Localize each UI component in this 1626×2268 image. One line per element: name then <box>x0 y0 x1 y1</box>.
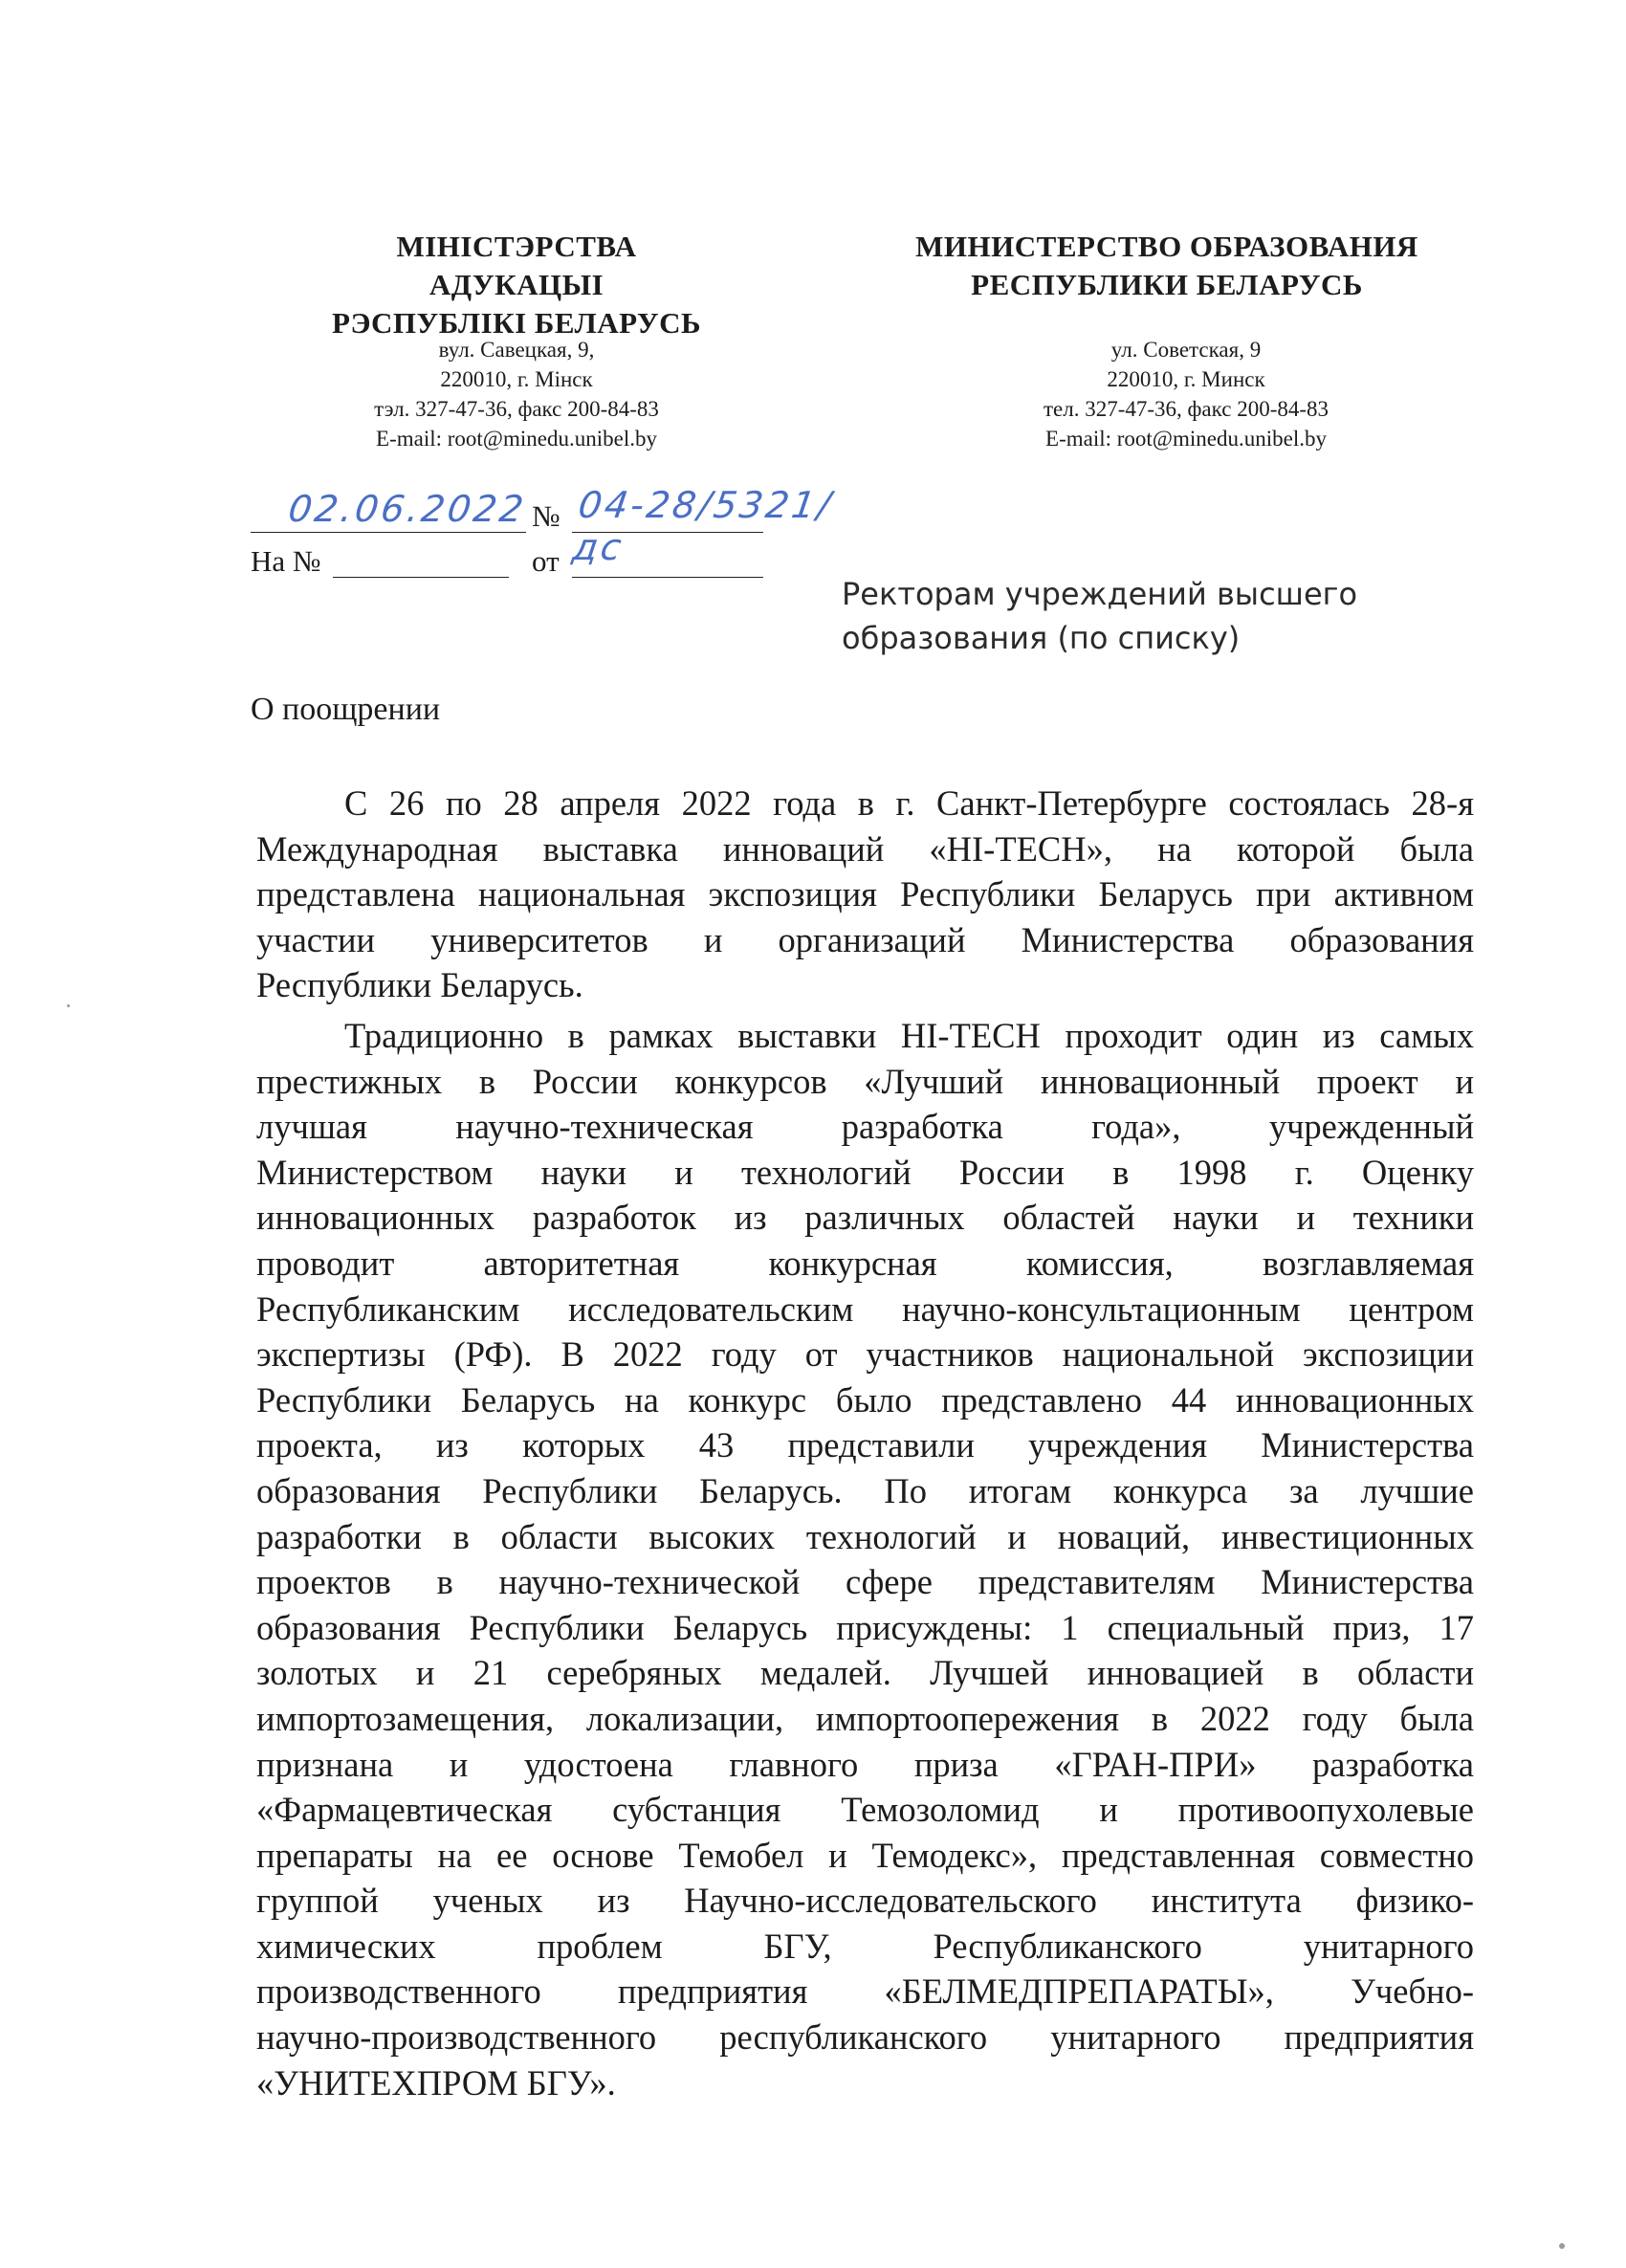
subject-line: О поощрении <box>251 692 441 727</box>
addressee <box>842 572 1416 660</box>
paragraph-line: Министерством науки и технологий России в 1998 г. Оценку <box>256 1152 1474 1192</box>
ministry-title-by-line1: МІНІСТЭРСТВА АДУКАЦЫІ <box>396 230 637 301</box>
paragraph-line: проводит авторитетная конкурсная комиссия, возглавляемая <box>256 1243 1474 1283</box>
paragraph-line: Традиционно в рамках выставки HI-TECH проходит один из самых <box>344 1016 1474 1055</box>
paragraph-line: группой ученых из Научно-исследовательского института физико- <box>256 1881 1474 1921</box>
paragraph-line: разработки в области высоких технологий и новаций, инвестиционных <box>256 1516 1474 1556</box>
paragraph-line: престижных в России конкурсов «Лучший инновационный проект и <box>256 1061 1474 1101</box>
handwritten-date: 02.06.2022 <box>285 488 529 530</box>
scan-speck <box>67 1004 70 1007</box>
addressee-line1: Ректорам учреждений высшего <box>842 576 1358 612</box>
paragraph-line: «Фармацевтическая субстанция Темозоломид и противоопухолевые <box>256 1790 1474 1830</box>
registration-reply <box>251 542 872 581</box>
paragraph-line: представлена национальная экспозиция Республики Беларусь при активном <box>256 874 1474 914</box>
addressee-line2: образования (по списку) <box>842 620 1241 656</box>
letterhead-ru <box>894 228 1439 304</box>
address-block-by <box>373 335 660 453</box>
paragraph-line: образования Республики Беларусь присуждены: 1 специальный приз, 17 <box>256 1607 1474 1647</box>
paragraph-line: признана и удостоена главного приза «ГРАН-ПРИ» разработка <box>256 1744 1474 1784</box>
paragraph-line: экспертизы (РФ). В 2022 году от участников национальной экспозиции <box>256 1334 1474 1375</box>
reply-from-label: от <box>532 544 560 578</box>
address-ru-email: E-mail: root@minedu.unibel.by <box>1045 427 1327 451</box>
ministry-title-by-line2: РЭСПУБЛІКІ БЕЛАРУСЬ <box>332 306 701 340</box>
reply-date-underline <box>572 577 763 578</box>
letterhead-by <box>306 228 727 342</box>
number-sign: № <box>532 499 560 533</box>
address-by-street: вул. Савецкая, 9, <box>438 338 595 362</box>
paragraph-line: производственного предприятия «БЕЛМЕДПРЕПАРАТЫ», Учебно- <box>256 1971 1474 2012</box>
paragraph-line: образования Республики Беларусь. По итогам конкурса за лучшие <box>256 1470 1474 1510</box>
paragraph-line: «УНИТЕХПРОМ БГУ». <box>256 2062 616 2103</box>
address-by-city: 220010, г. Мінск <box>440 367 593 391</box>
address-by-email: E-mail: root@minedu.unibel.by <box>376 427 657 451</box>
paragraph-line: Республики Беларусь. <box>256 965 583 1005</box>
address-by-phone: тэл. 327-47-36, факс 200-84-83 <box>374 397 659 421</box>
ministry-title-ru-line2: РЕСПУБЛИКИ БЕЛАРУСЬ <box>971 268 1363 301</box>
date-underline <box>251 532 526 533</box>
paragraph-line: проектов в научно-технической сфере представителям Министерства <box>256 1562 1474 1602</box>
body-paragraph-1 <box>256 781 1474 1008</box>
paragraph-line: препараты на ее основе Темобел и Темодекс», представленная совместно <box>256 1835 1474 1875</box>
paragraph-line: научно-производственного республиканского унитарного предприятия <box>256 2017 1474 2058</box>
paragraph-line: импортозамещения, локализации, импортоопережения в 2022 году была <box>256 1698 1474 1738</box>
paragraph-line: Республиканским исследовательским научно-консультационным центром <box>256 1288 1474 1329</box>
handwritten-number: 04-28/5321/дс <box>569 484 836 568</box>
ministry-title-ru-line1: МИНИСТЕРСТВО ОБРАЗОВАНИЯ <box>915 230 1418 263</box>
body-paragraph-2 <box>256 1013 1474 2105</box>
scan-speck <box>1559 2243 1565 2249</box>
paragraph-line: участии университетов и организаций Министерства образования <box>256 919 1474 959</box>
paragraph-line: проекта, из которых 43 представили учреждения Министерства <box>256 1425 1474 1465</box>
paragraph-line: химических проблем БГУ, Республиканского унитарного <box>256 1926 1474 1966</box>
paragraph-line: золотых и 21 серебряных медалей. Лучшей инновацией в области <box>256 1653 1474 1693</box>
paragraph-line: С 26 по 28 апреля 2022 года в г. Санкт-Петербурге состоялась 28-я <box>344 783 1474 823</box>
paragraph-line: инновационных разработок из различных областей науки и техники <box>256 1198 1474 1238</box>
paragraph-line: лучшая научно-техническая разработка года», учрежденный <box>256 1107 1474 1147</box>
address-ru-city: 220010, г. Минск <box>1107 367 1265 391</box>
reply-number-label: На № <box>251 544 321 578</box>
paragraph-line: Международная выставка инноваций «HI-TECH», на которой была <box>256 828 1474 869</box>
address-ru-phone: тел. 327-47-36, факс 200-84-83 <box>1043 397 1329 421</box>
reply-number-underline <box>333 577 509 578</box>
address-ru-street: ул. Советская, 9 <box>1110 338 1262 362</box>
paragraph-line: Республики Беларусь на конкурс было представлено 44 инновационных <box>256 1379 1474 1420</box>
address-block-ru <box>985 335 1387 453</box>
